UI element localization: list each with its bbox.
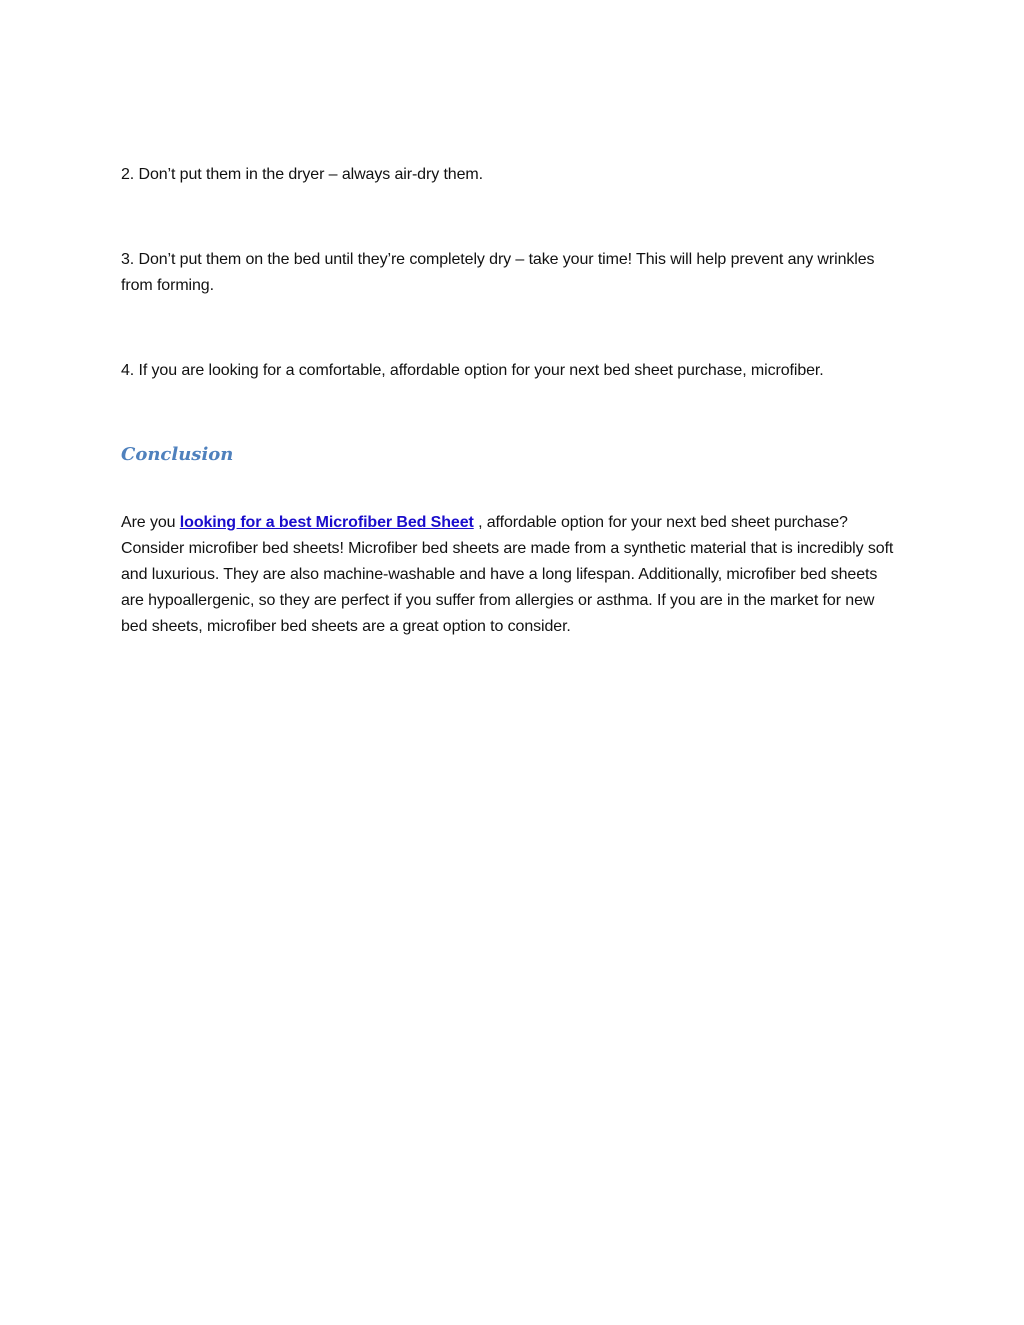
conclusion-body-text: , affordable option for your next bed sheet purchase? Consider microfiber bed sheets! Microfiber bed sheets are made from a synthetic material that is incredibly soft and luxurious. They are also machine-washable and have a long lifespan. Additionally, microfiber bed sheets are hypoallergenic, so they are perfect if you suffer from allergies or asthma. If you are in the market for new bed sheets, microfiber bed sheets are a great option to consider. — [121, 514, 894, 635]
list-item-dry-before-bed: 3. Don’t put them on the bed until they’re completely dry – take your time! This will help prevent any wrinkles from forming. — [121, 251, 875, 294]
conclusion-heading: Conclusion — [121, 444, 234, 465]
conclusion-lead-text: Are you — [121, 514, 180, 531]
list-item-microfiber-option: 4. If you are looking for a comfortable, affordable option for your next bed sheet purchase, microfiber. — [121, 362, 824, 379]
conclusion-paragraph — [121, 510, 901, 640]
list-item-dryer: 2. Don’t put them in the dryer – always air-dry them. — [121, 166, 483, 183]
microfiber-bed-sheet-link[interactable]: looking for a best Microfiber Bed Sheet — [179, 514, 474, 531]
